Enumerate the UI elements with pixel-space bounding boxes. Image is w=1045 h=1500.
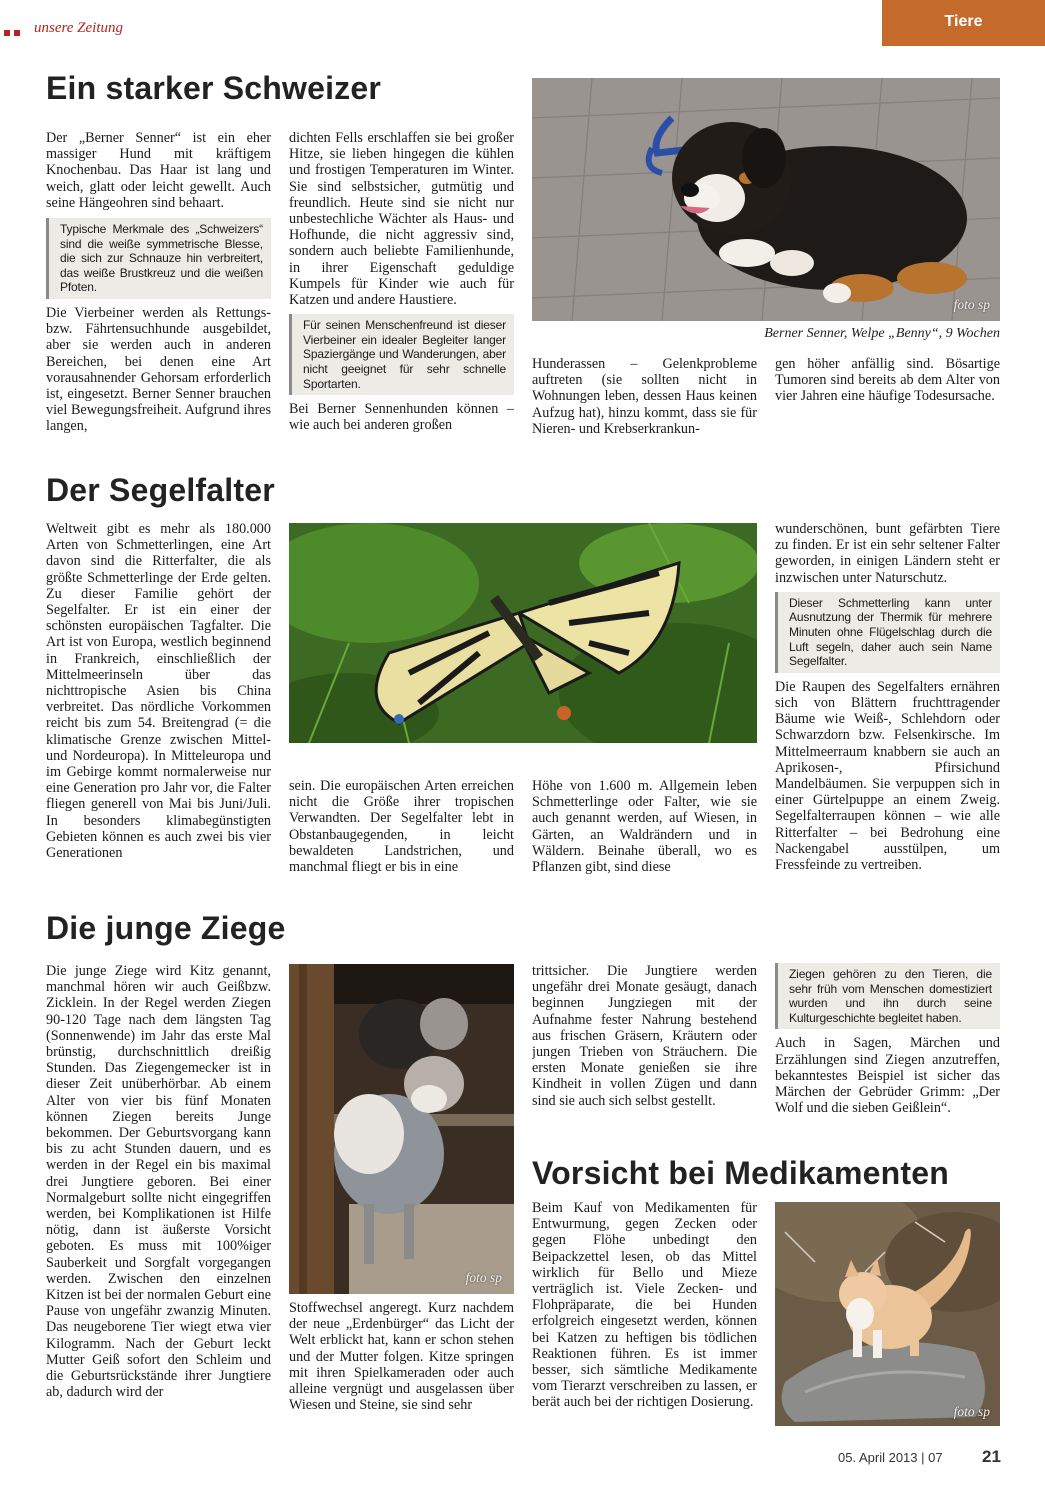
butterfly-column-3 [532, 778, 757, 878]
dog-col3-text: Hunderassen – Gelenkprobleme auftreten (sie sollten nicht in Wohnungen leben, dessen Haus keinen Aufzug hat), hinzu kommt, dass sie für Nieren- und Krebserkrankun- [532, 356, 757, 436]
headline-meds: Vorsicht bei Medikamenten [532, 1155, 949, 1191]
dog-column-4 [775, 356, 1000, 436]
butterfly-col4-text-a: wunderschönen, bunt gefärbten Tiere zu finden. Er ist ein sehr seltener Falter geworden, in einigen Ländern steht er inzwischen unter Naturschutz. [775, 521, 1000, 586]
butterfly-col1-text: Weltweit gibt es mehr als 180.000 Arten von Schmetterlingen, eine Art davon sind die Ritterfalter, die als größte Schmetterlinge der Erde gelten. Zu dieser Familie gehört der Segelfalter. Er ist ein einer der schönsten europäischen Tagfalter. Die Art ist von Europa, westlich beginnend in Frankreich, einschließlich der Mittelmeerinseln über das nichttropische Asien bis China verbreitet. Das nördliche Vorkommen reicht bis zum 54. Breitengrad (= die klimatische Grenze zwischen Mittel- und Nordeuropa). In Mitteleuropa und im Gebirge kommt normalerweise nur eine Generation pro Jahr vor, die Falter fliegen generell von Mai bis Juni/Juli. In besonders klimabegünstigten Gebieten können es auch zwei bis vier Generationen [46, 521, 271, 862]
goat-col4-text: Auch in Sagen, Märchen und Erzählungen sind Ziegen anzutreffen, bekanntestes Beispiel ist sicher das Märchen der Gebrüder Grimm: „Der Wolf und die sieben Geißlein“. [775, 1035, 1000, 1117]
dog-col1-text-a: Der „Berner Senner“ ist ein eher massiger Hund mit kräftigem Knochenbau. Das Haar ist lang und weich, glatt oder leicht gewellt. Auch seine Hängeohren sind behaart. [46, 130, 271, 211]
goat-column-2 [289, 1300, 514, 1432]
headline-dog: Ein starker Schweizer [46, 70, 382, 106]
dog-col2-text-a: dichten Fells erschlaffen sie bei großer Hitze, sie lieben hingegen die kühlen und frostigen Temperaturen im Winter. Sie sind selbstsicher, gutmütig und freundlich. Heute sind sie nicht nur unbestechliche Wächter als Haus- und Hofhunde, die nicht aggressiv sind, sondern auch beliebte Familienhunde, in ihrer Eigenschaft geduldige Kumpels für Kinder wie auch für Katzen und andere Haustiere. [289, 130, 514, 309]
page-number: 21 [982, 1447, 1001, 1466]
goat-photo-credit: foto sp [465, 1270, 502, 1285]
dog-photo [532, 78, 1000, 321]
section-tag: Tiere [882, 0, 1045, 46]
meds-col-text: Beim Kauf von Medikamenten für Entwurmung, gegen Zecken oder gegen Flöhe unbedingt den Beipackzettel lesen, ob das Mittel wirklich für Bello und Mieze verträglich ist. Viele Zecken- und Flohpräparate, die bei Hunden erfolgreich eingesetzt werden, können bei Katzen zu heftigen bis tödlichen Reaktionen führen. Es ist immer besser, sich sämtliche Medikamente vom Tierarzt verschreiben zu lassen, er berät auch bei der richtigen Dosierung. [532, 1200, 757, 1411]
butterfly-column-1 [46, 521, 271, 879]
dog-column-2 [289, 130, 514, 440]
goat-column-4 [775, 963, 1000, 1128]
butterfly-column-4 [775, 521, 1000, 879]
dog-column-3 [532, 356, 757, 436]
butterfly-col2-text: sein. Die europäischen Arten erreichen nicht die Größe ihrer tropischen Verwandten. Der Segelfalter lebt in Obstanbaugegenden, in leicht bewaldeten Landstrichen, und manchmal fliegt er bis in eine [289, 778, 514, 876]
dog-photo-credit: foto sp [953, 297, 990, 312]
logo [4, 22, 124, 48]
cat-photo [775, 1202, 1000, 1426]
butterfly-col4-text-b: Die Raupen des Segelfalters ernähren sich von Blättern fruchttragender Bäume wie Weiß-, Schlehdorn oder Schwarzdorn bzw. Felsenkirsche. Im Mittelmeerraum knabbern sie auch an Aprikosen-, Pfirsichund Mandelbäumen. Sie verpuppen sich in einer Gürtelpuppe an einem Zweig. Segelfalterraupen können – wie alle Ritterfalter – bei Bedrohung eine Nackengabel ausstülpen, um Fressfeinde zu vertreiben. [775, 678, 1000, 874]
logo-text: unsere Zeitung [34, 20, 124, 36]
dog-column-1 [46, 130, 271, 440]
footer-date-issue: 05. April 2013 | 07 [838, 1450, 943, 1465]
goat-infobox: Ziegen gehören zu den Tieren, die sehr früh vom Menschen domestiziert wurden und ihn durch seine Kulturgeschichte begleitet haben. [775, 963, 1000, 1029]
goat-col1-text: Die junge Ziege wird Kitz genannt, manchmal hören wir auch Geißbzw. Zicklein. In der Regel werden Ziegen 90-120 Tage nach dem längsten Tag (Sonnenwende) im Jahr das erste Mal brünstig, durchschnittlich dreißig Stunden. Das Ziegengemecker ist in dieser Zeit unüberhörbar. Ab einem Alter von vier bis fünf Monaten können Ziegen bereits Junge bekommen. Der Geburtsvorgang kann bis zu acht Stunden dauern, und es werden in der Regel ein bis maximal drei Jungtiere geboren. Bei einer Normalgeburt sollte nicht eingegriffen werden, bei Komplikationen ist Hilfe nötig, dann ist äußerste Vorsicht geboten. Es muss mit 100%iger Sauberkeit und Sorgfalt vorgegangen werden. Zwischen den einzelnen Kitzen ist bei der normalen Geburt eine Pause von ungefähr zwanzig Minuten. Das neugeborene Tier wiegt etwa vier Kilogramm. Nach der Geburt leckt Mutter Geiß sofort den Schleim und die Geburtsrückstände ihrer Jungtiere ab, dadurch wird der [46, 963, 271, 1401]
butterfly-column-2 [289, 778, 514, 878]
butterfly-photo [289, 523, 757, 743]
dog-col4-text: gen höher anfällig sind. Bösartige Tumoren sind bereits ab dem Alter von vier Jahren eine häufige Todesursache. [775, 356, 1000, 405]
cat-photo-credit: foto sp [953, 1404, 990, 1419]
headline-butterfly: Der Segelfalter [46, 472, 275, 508]
dog-col1-text-b: Die Vierbeiner werden als Rettungs- bzw. Fährtensuchhunde ausgebildet, aber sie werden auch in anderen Bereichen, bei denen eine Art vorausahnender Gehorsam erforderlich ist, eingesetzt. Berner Senner brauchen viel Bewegungsfreiheit. Aufgrund ihres langen, [46, 304, 271, 435]
butterfly-infobox: Dieser Schmetterling kann unter Ausnutzung der Thermik für mehrere Minuten ohne Flügelschlag durch die Luft segeln, daher auch sein Name Segelfalter. [775, 592, 1000, 673]
meds-column [532, 1200, 757, 1432]
goat-photo [289, 964, 514, 1294]
dog-col2-text-b: Bei Berner Sennenhunden können – wie auch bei anderen großen [289, 401, 514, 434]
goat-col2-text: Stoffwechsel angeregt. Kurz nachdem der neue „Erdenbürger“ das Licht der Welt erblickt hat, kann er schon stehen und der Mutter folgen. Kitze springen mit ihren Spielkameraden oder auch alleine vergnügt und ausgelassen über Wiesen und Steine, sie sind sehr [289, 1300, 514, 1414]
butterfly-col3-text: Höhe von 1.600 m. Allgemein leben Schmetterlinge oder Falter, wie sie auch genannt werden, auf Wiesen, in Gärten, an Waldrändern und in Wäldern. Beinahe überall, wo es Pflanzen gibt, sind diese [532, 778, 757, 876]
goat-col3-text: trittsicher. Die Jungtiere werden ungefähr drei Monate gesäugt, danach beginnen Jungziegen mit der Aufnahme fester Nahrung bestehend aus frischen Gräsern, Kräutern oder jungen Trieben von Sträuchern. Die ersten Monate genießen sie ihre Kindheit in vollen Zügen und dann sind sie auch sich selbst gestellt. [532, 963, 757, 1109]
dog-infobox-2: Für seinen Menschenfreund ist dieser Vierbeiner ein idealer Begleiter langer Spaziergänge und Wanderungen, aber nicht geeignet für sehr schnelle Sportarten. [289, 314, 514, 395]
headline-goat: Die junge Ziege [46, 910, 286, 946]
goat-column-1 [46, 963, 271, 1431]
dog-photo-caption: Berner Senner, Welpe „Benny“, 9 Wochen [764, 326, 1000, 341]
goat-column-3 [532, 963, 757, 1128]
logo-squares [4, 30, 10, 36]
dog-infobox-1: Typische Merkmale des „Schweizers“ sind die weiße symmetrische Blesse, die sich zur Schnauze hin verbreitert, das weiße Brustkreuz und die weißen Pfoten. [46, 218, 271, 299]
